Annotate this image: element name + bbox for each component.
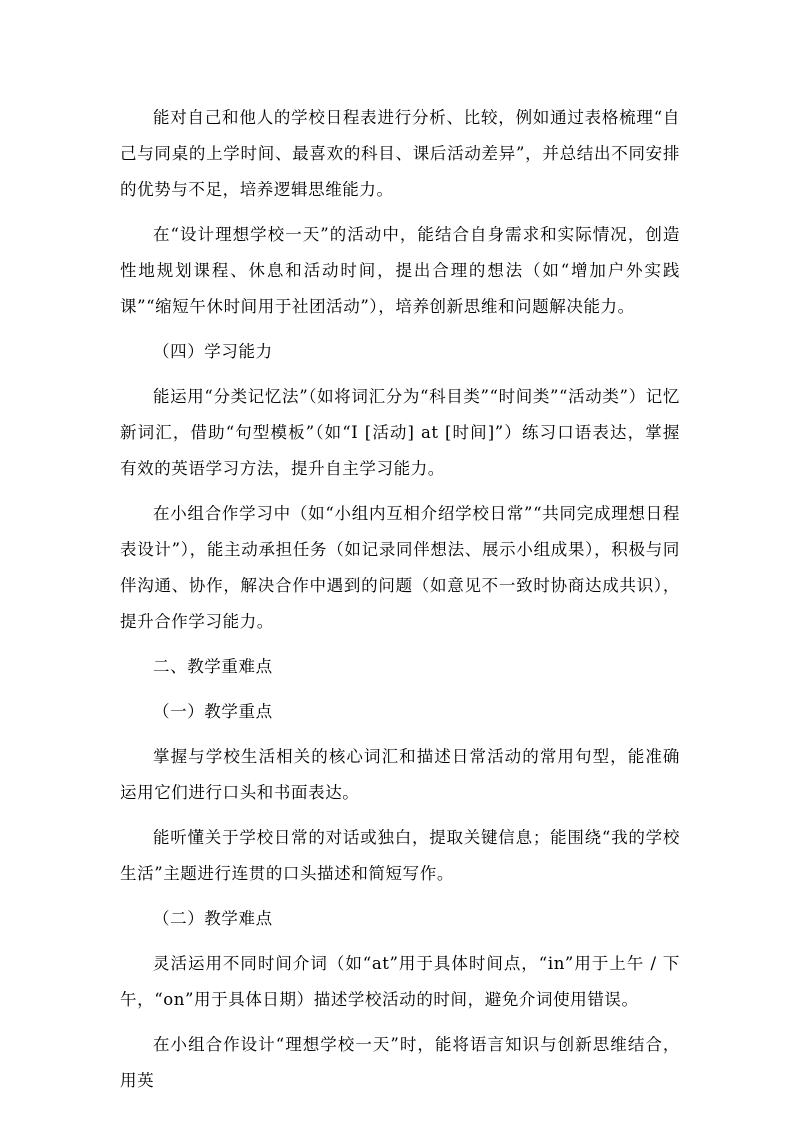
heading-teaching-difficulty: （二）教学难点 [153, 909, 273, 928]
paragraph-listening: 能听懂关于学校日常的对话或独白，提取关键信息；能围绕“我的学校生活”主题进行连贯的口头描述和简短写作。 [120, 828, 680, 883]
document-body [120, 100, 680, 1108]
heading-learning-ability: （四）学习能力 [153, 342, 273, 361]
paragraph-analysis: 能对自己和他人的学校日程表进行分析、比较，例如通过表格梳理“自己与同桌的上学时间、最喜欢的科目、课后活动差异”，并总结出不同安排的优势与不足，培养逻辑思维能力。 [120, 108, 680, 199]
heading-key-difficult-points: 二、教学重难点 [153, 657, 273, 676]
paragraph-design-ideal-day: 在“设计理想学校一天”的活动中，能结合自身需求和实际情况，创造性地规划课程、休息和活动时间，提出合理的想法（如“增加户外实践课”“缩短午休时间用于社团活动”），培养创新思维和问题解决能力。 [120, 225, 680, 316]
paragraph-prepositions: 灵活运用不同时间介词（如“at”用于具体时间点，“in”用于上午 / 下午，“on”用于具体日期）描述学校活动的时间，避免介词使用错误。 [120, 954, 680, 1009]
paragraph-memory-method: 能运用“分类记忆法”（如将词汇分为“科目类”“时间类”“活动类”）记忆新词汇，借助“句型模板”（如“I [活动] at [时间]”）练习口语表达，掌握有效的英语学习方法，提升自主学习能力。 [120, 387, 680, 478]
paragraph-core-vocabulary: 掌握与学校生活相关的核心词汇和描述日常活动的常用句型，能准确运用它们进行口头和书面表达。 [120, 747, 680, 802]
heading-teaching-focus: （一）教学重点 [153, 702, 273, 721]
paragraph-group-design: 在小组合作设计“理想学校一天”时，能将语言知识与创新思维结合，用英 [120, 1035, 680, 1090]
paragraph-group-cooperation: 在小组合作学习中（如“小组内互相介绍学校日常”“共同完成理想日程表设计”），能主动承担任务（如记录同伴想法、展示小组成果），积极与同伴沟通、协作，解决合作中遇到的问题（如意见不一致时协商达成共识），提升合作学习能力。 [120, 504, 680, 631]
